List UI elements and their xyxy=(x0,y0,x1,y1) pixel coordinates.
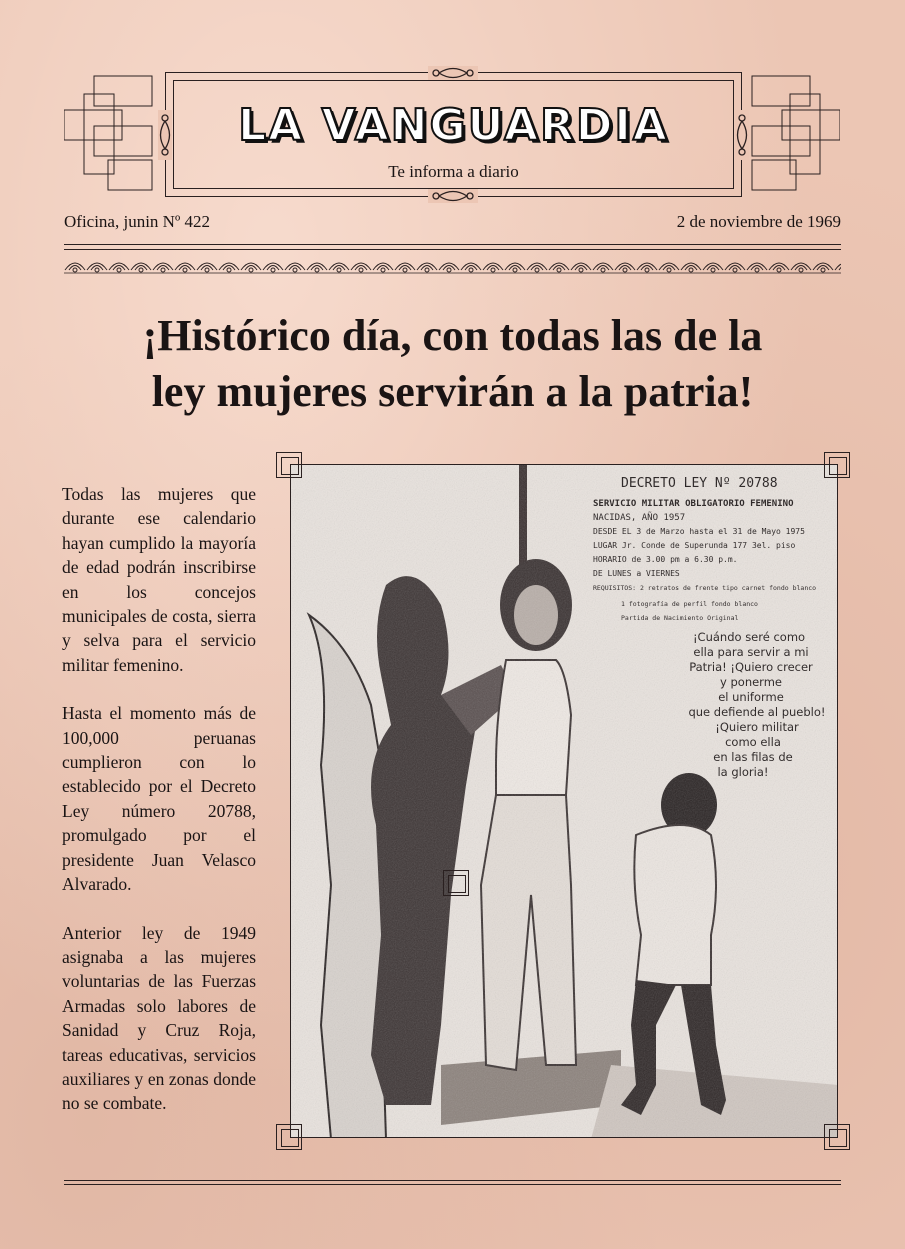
news-photo xyxy=(290,464,838,1138)
rule-bottom-1 xyxy=(64,1180,841,1181)
newspaper-tagline: Te informa a diario xyxy=(388,162,519,181)
issue-date: 2 de noviembre de 1969 xyxy=(676,212,841,231)
masthead-right-ornament xyxy=(750,74,840,194)
article-paragraph: Anterior ley de 1949 asignaba a las mujeres voluntarias de las Fuerzas Armadas solo labores de Sanidad y Cruz Roja, tareas educativas, servicios auxiliares y en zonas donde no se combate. xyxy=(62,922,256,1114)
rule-top-2 xyxy=(64,249,841,250)
newspaper-title: LA VANGUARDIA xyxy=(238,100,669,151)
flourish-bottom-icon xyxy=(428,189,478,203)
decorative-border-band xyxy=(64,254,841,276)
flourish-top-icon xyxy=(428,66,478,80)
rule-bottom-2 xyxy=(64,1184,841,1185)
headline-line-1: ¡Histórico día, con todas las de la xyxy=(142,311,763,360)
article-body xyxy=(62,482,256,1140)
photo-corner-bottom-right xyxy=(824,1124,850,1150)
photo-illustration xyxy=(291,465,838,1138)
office-address: Oficina, junin Nº 422 xyxy=(64,212,210,231)
masthead-left-ornament xyxy=(64,74,154,194)
article-paragraph: Todas las mujeres que durante ese calendario hayan cumplido la mayoría de edad podrán inscribirse en los concejos municipales de costa, sierra y selva para el servicio militar femenino. xyxy=(62,484,256,675)
photo-corner-bottom-left xyxy=(276,1124,302,1150)
photo-center-mark xyxy=(443,870,469,896)
photo-corner-top-right xyxy=(824,452,850,478)
headline-line-2: ley mujeres servirán a la patria! xyxy=(151,367,754,416)
headline xyxy=(40,308,865,420)
article-paragraph: Hasta el momento más de 100,000 peruanas cumplieron con lo establecido por el Decreto Ley número 20788, promulgado por el presidente Juan Velasco Alvarado. xyxy=(62,703,256,895)
rule-top-1 xyxy=(64,244,841,245)
photo-corner-top-left xyxy=(276,452,302,478)
